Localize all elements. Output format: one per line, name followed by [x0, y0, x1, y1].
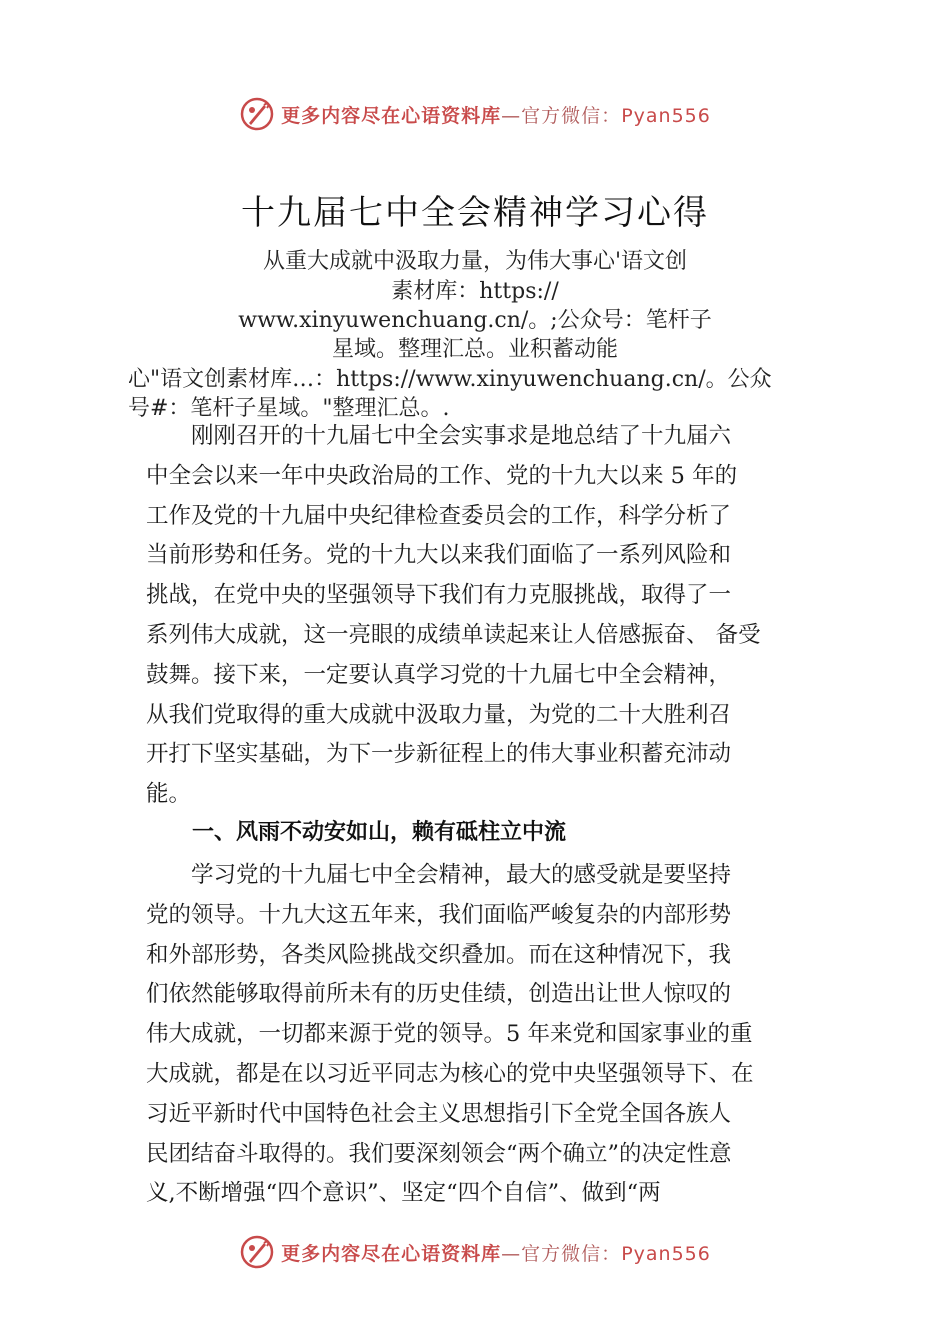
body-paragraph-1 — [146, 417, 836, 815]
section-heading: 一、风雨不动安如山，赖有砥柱立中流 — [192, 820, 567, 845]
subtitle-line: 从重大成就中汲取力量，为伟大事心'语文创 — [262, 249, 688, 274]
paragraph-line: 能。 — [146, 781, 192, 808]
document-title: 十九届七中全会精神学习心得 — [241, 193, 709, 233]
paragraph-line: 从我们党取得的重大成就中汲取力量，为党的二十大胜利召 — [146, 701, 732, 728]
banner-main-text: 更多内容尽在心语资料库 — [281, 1242, 502, 1265]
banner-text — [281, 101, 711, 128]
paragraph-line: 民团结奋斗取得的。我们要深刻领会“两个确立”的决定性意 — [146, 1140, 732, 1167]
paragraph-line: 们依然能够取得前所未有的历史佳绩，创造出让世人惊叹的 — [146, 981, 732, 1008]
footer-banner — [0, 1230, 950, 1274]
paragraph-line: 挑战，在党中央的坚强领导下我们有力克服挑战，取得了一 — [146, 582, 732, 609]
paragraph-line: 刚刚召开的十九届七中全会实事求是地总结了十九届六 — [146, 423, 732, 449]
header-banner — [0, 92, 950, 136]
paragraph-line: 和外部形势，各类风险挑战交织叠加。而在这种情况下，我 — [146, 941, 732, 968]
paragraph-line: 系列伟大成就，这一亮眼的成绩单读起来让人倍感振奋、 备受 — [146, 621, 761, 648]
paragraph-line: 学习党的十九届七中全会精神，最大的感受就是要坚持 — [146, 862, 732, 888]
banner-main-text: 更多内容尽在心语资料库 — [281, 104, 502, 127]
paragraph-line: 伟大成就，一切都来源于党的领导。5 年来党和国家事业的重 — [146, 1021, 753, 1048]
subtitle-line: 星域。整理汇总。业积蓄动能 — [331, 337, 618, 362]
body-paragraph-2 — [146, 856, 836, 1214]
quill-logo-icon — [239, 96, 275, 132]
banner-text — [281, 1239, 711, 1266]
banner-official-label: —官方微信： — [501, 1242, 622, 1265]
paragraph-line: 习近平新时代中国特色社会主义思想指引下全党全国各族人 — [146, 1100, 732, 1127]
subtitle-line: 号#：笔杆子星域。"整理汇总。. — [128, 396, 450, 421]
paragraph-line: 开打下坚实基础，为下一步新征程上的伟大事业积蓄充沛动 — [146, 741, 732, 768]
subtitle-line: www.xinyuwenchuang.cn/。;公众号：笔杆子 — [238, 308, 712, 333]
paragraph-line: 鼓舞。接下来，一定要认真学习党的十九届七中全会精神， — [146, 661, 732, 688]
paragraph-line: 大成就，都是在以习近平同志为核心的党中央坚强领导下、在 — [146, 1060, 754, 1087]
paragraph-line: 义,不断增强“四个意识”、坚定“四个自信”、做到“两 — [146, 1180, 661, 1207]
banner-official-label: —官方微信： — [501, 104, 622, 127]
paragraph-line: 当前形势和任务。党的十九大以来我们面临了一系列风险和 — [146, 542, 732, 569]
paragraph-line: 党的领导。十九大这五年来，我们面临严峻复杂的内部形势 — [146, 901, 732, 928]
subtitle-line: 心"语文创素材库…：https://www.xinyuwenchuang.cn/。公众 — [128, 367, 772, 392]
quill-logo-icon — [239, 1234, 275, 1270]
paragraph-line: 工作及党的十九届中央纪律检查委员会的工作，科学分析了 — [146, 502, 732, 529]
paragraph-line: 中全会以来一年中央政治局的工作、党的十九大以来 5 年的 — [146, 462, 738, 489]
banner-wechat-id: Pyan556 — [621, 104, 711, 127]
banner-wechat-id: Pyan556 — [621, 1242, 711, 1265]
subtitle-line: 素材库：https:// — [391, 279, 559, 304]
